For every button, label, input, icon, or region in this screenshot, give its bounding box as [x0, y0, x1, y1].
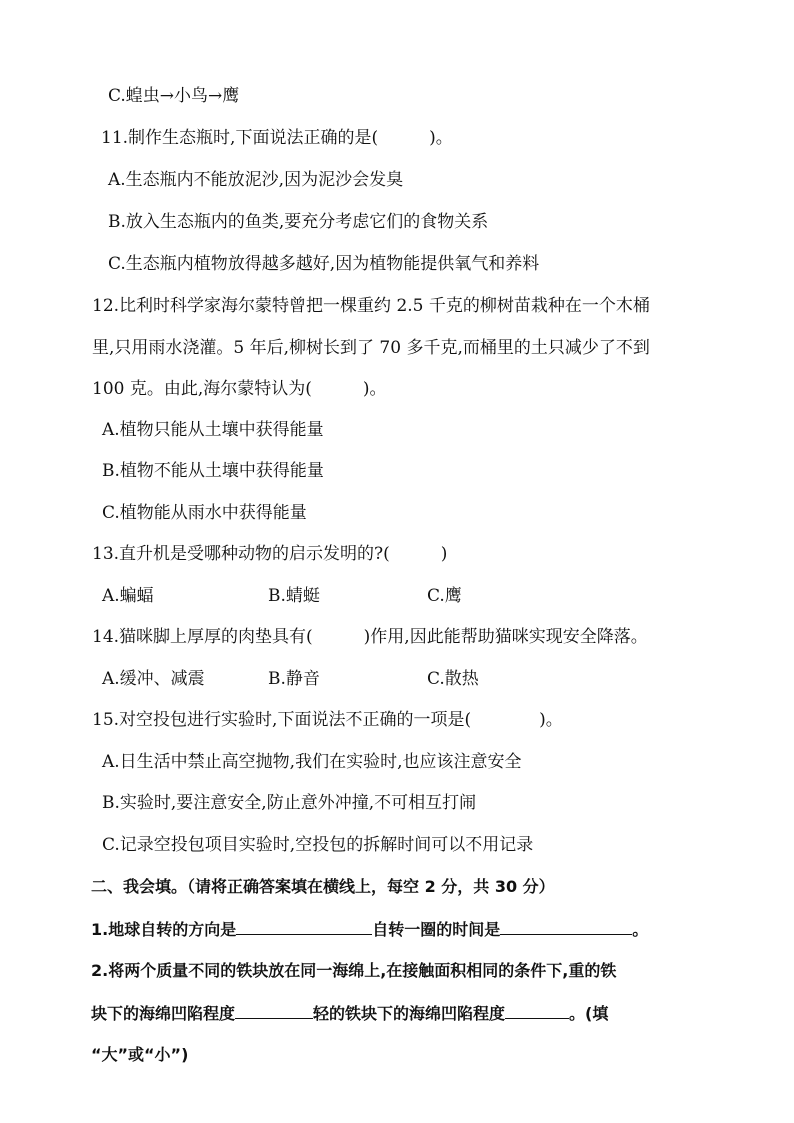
q11-option-c: C.生态瓶内植物放得越多越好,因为植物能提供氧气和养料 — [108, 254, 540, 274]
q14-stem: 14.猫咪脚上厚厚的肉垫具有( )作用,因此能帮助猫咪实现安全降落。 — [92, 627, 648, 647]
fill2-text-part1: 块下的海绵凹陷程度 — [91, 1004, 236, 1023]
fill1-line — [91, 918, 648, 941]
fill2-text-part2: 轻的铁块下的海绵凹陷程度 — [313, 1004, 506, 1023]
q14-option-b: B.静音 — [268, 669, 320, 689]
fill2-blank-2[interactable] — [505, 1002, 569, 1019]
q12-stem-line2: 里,只用雨水浇灌。5 年后,柳树长到了 70 多千克,而桶里的土只减少了不到 — [92, 338, 650, 358]
section2-heading: 二、我会填。（请将正确答案填在横线上，每空 2 分，共 30 分） — [91, 877, 555, 896]
q12-stem-line3: 100 克。由此,海尔蒙特认为( )。 — [92, 379, 387, 399]
fill2-text-part3: 。(填 — [569, 1004, 609, 1023]
q15-stem: 15.对空投包进行实验时,下面说法不正确的一项是( )。 — [92, 710, 563, 730]
fill2-line1: 2.将两个质量不同的铁块放在同一海绵上,在接触面积相同的条件下,重的铁 — [91, 961, 617, 980]
q14-option-a: A.缓冲、减震 — [102, 669, 205, 689]
q10-option-c: C.蝗虫→小鸟→鹰 — [108, 86, 240, 106]
q15-option-a: A.日生活中禁止高空抛物,我们在实验时,也应该注意安全 — [102, 752, 522, 772]
q11-option-b: B.放入生态瓶内的鱼类,要充分考虑它们的食物关系 — [108, 212, 489, 232]
fill2-blank-1[interactable] — [235, 1002, 313, 1019]
q12-stem-line1: 12.比利时科学家海尔蒙特曾把一棵重约 2.5 千克的柳树苗栽种在一个木桶 — [92, 296, 650, 316]
fill1-blank-1[interactable] — [236, 918, 372, 935]
q12-option-b: B.植物不能从土壤中获得能量 — [102, 461, 324, 481]
fill1-text-part1: 1.地球自转的方向是 — [91, 920, 237, 939]
q13-option-c: C.鹰 — [427, 586, 462, 606]
q13-option-b: B.蜻蜓 — [268, 586, 320, 606]
q13-stem: 13.直升机是受哪种动物的启示发明的?( ) — [92, 544, 448, 564]
fill1-text-part2: 自转一圈的时间是 — [372, 920, 501, 939]
q11-option-a: A.生态瓶内不能放泥沙,因为泥沙会发臭 — [108, 170, 404, 190]
fill2-line3: “大”或“小”) — [91, 1045, 189, 1064]
q12-option-c: C.植物能从雨水中获得能量 — [102, 503, 307, 523]
fill2-line2 — [91, 1002, 608, 1025]
q15-option-b: B.实验时,要注意安全,防止意外冲撞,不可相互打闹 — [102, 793, 477, 813]
q13-option-a: A.蝙蝠 — [102, 586, 154, 606]
q11-stem: 11.制作生态瓶时,下面说法正确的是( )。 — [101, 128, 453, 148]
fill1-text-part3: 。 — [632, 920, 649, 939]
q12-option-a: A.植物只能从土壤中获得能量 — [102, 420, 324, 440]
q15-option-c: C.记录空投包项目实验时,空投包的拆解时间可以不用记录 — [102, 835, 534, 855]
fill1-blank-2[interactable] — [500, 918, 632, 935]
q14-option-c: C.散热 — [427, 669, 479, 689]
